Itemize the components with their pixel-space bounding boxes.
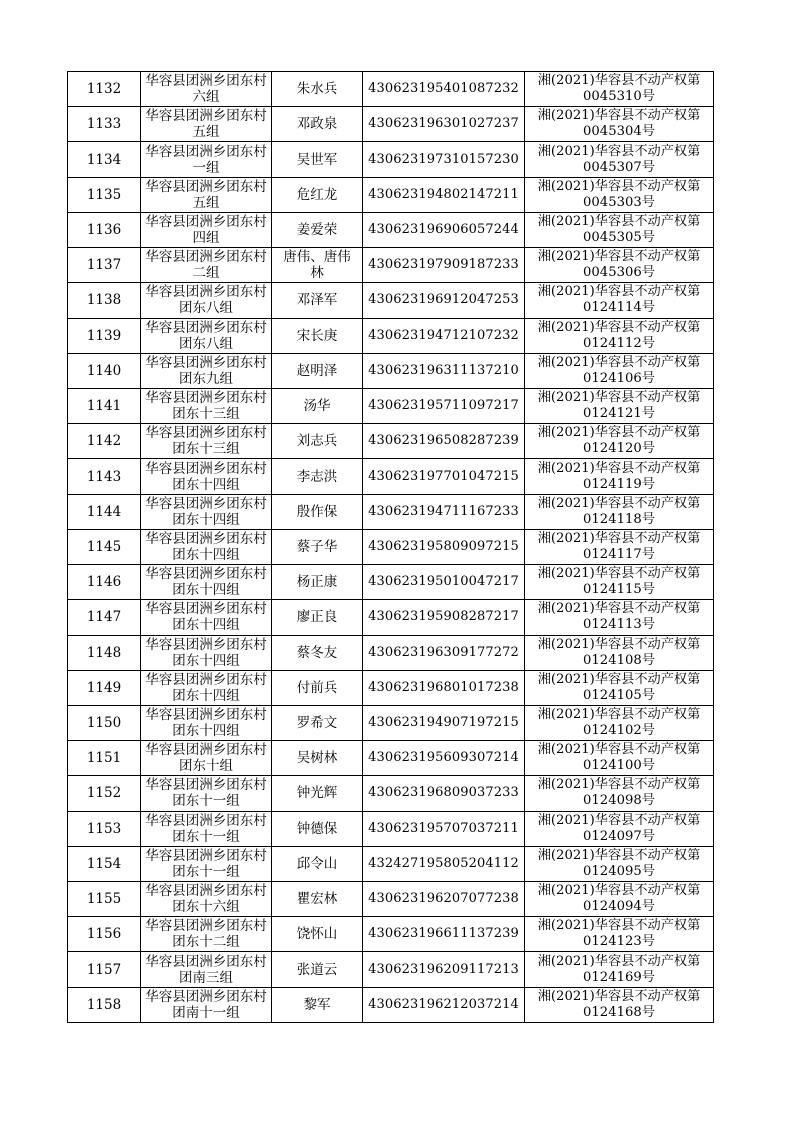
address-cell: 华容县团洲乡团东村团东十四组 <box>141 529 272 564</box>
owner-name-cell: 付前兵 <box>272 670 363 705</box>
address-cell: 华容县团洲乡团东村六组 <box>141 72 272 107</box>
table-row <box>68 635 714 670</box>
certificate-number-cell: 湘(2021)华容县不动产权第0045310号 <box>525 72 714 107</box>
table-row <box>68 529 714 564</box>
owner-name-cell: 吴树林 <box>272 741 363 776</box>
address-cell: 华容县团洲乡团东村团东十组 <box>141 741 272 776</box>
certificate-number-cell: 湘(2021)华容县不动产权第0124117号 <box>525 529 714 564</box>
address-cell: 华容县团洲乡团东村团东十三组 <box>141 388 272 423</box>
id-number-cell: 430623194907197215 <box>363 705 525 740</box>
table-row <box>68 318 714 353</box>
row-number-cell: 1135 <box>68 177 141 212</box>
row-number-cell: 1146 <box>68 565 141 600</box>
certificate-number-cell: 湘(2021)华容县不动产权第0124112号 <box>525 318 714 353</box>
row-number-cell: 1155 <box>68 882 141 917</box>
owner-name-cell: 张道云 <box>272 952 363 987</box>
id-number-cell: 430623196301027237 <box>363 107 525 142</box>
table-row <box>68 353 714 388</box>
row-number-cell: 1150 <box>68 705 141 740</box>
certificate-number-cell: 湘(2021)华容县不动产权第0124115号 <box>525 565 714 600</box>
id-number-cell: 430623194712107232 <box>363 318 525 353</box>
id-number-cell: 430623196912047253 <box>363 283 525 318</box>
address-cell: 华容县团洲乡团东村团东十四组 <box>141 565 272 600</box>
id-number-cell: 430623196801017238 <box>363 670 525 705</box>
row-number-cell: 1137 <box>68 248 141 283</box>
id-number-cell: 430623196207077238 <box>363 882 525 917</box>
owner-name-cell: 刘志兵 <box>272 424 363 459</box>
owner-name-cell: 邓政泉 <box>272 107 363 142</box>
certificate-number-cell: 湘(2021)华容县不动产权第0124119号 <box>525 459 714 494</box>
address-cell: 华容县团洲乡团东村团东八组 <box>141 318 272 353</box>
address-cell: 华容县团洲乡团东村团东十四组 <box>141 600 272 635</box>
certificate-number-cell: 湘(2021)华容县不动产权第0124118号 <box>525 494 714 529</box>
id-number-cell: 430623195711097217 <box>363 388 525 423</box>
row-number-cell: 1149 <box>68 670 141 705</box>
table-row <box>68 459 714 494</box>
certificate-number-cell: 湘(2021)华容县不动产权第0124168号 <box>525 987 714 1022</box>
owner-name-cell: 邓泽军 <box>272 283 363 318</box>
address-cell: 华容县团洲乡团东村团南三组 <box>141 952 272 987</box>
row-number-cell: 1145 <box>68 529 141 564</box>
address-cell: 华容县团洲乡团东村团东十四组 <box>141 670 272 705</box>
id-number-cell: 430623196906057244 <box>363 212 525 247</box>
table-row <box>68 283 714 318</box>
row-number-cell: 1157 <box>68 952 141 987</box>
row-number-cell: 1158 <box>68 987 141 1022</box>
table-row <box>68 882 714 917</box>
id-number-cell: 430623195010047217 <box>363 565 525 600</box>
id-number-cell: 430623196309177272 <box>363 635 525 670</box>
certificate-number-cell: 湘(2021)华容县不动产权第0124105号 <box>525 670 714 705</box>
table-row <box>68 917 714 952</box>
owner-name-cell: 殷作保 <box>272 494 363 529</box>
id-number-cell: 432427195805204112 <box>363 846 525 881</box>
id-number-cell: 430623197310157230 <box>363 142 525 177</box>
address-cell: 华容县团洲乡团东村团东十六组 <box>141 882 272 917</box>
row-number-cell: 1133 <box>68 107 141 142</box>
address-cell: 华容县团洲乡团东村团东十二组 <box>141 917 272 952</box>
certificate-number-cell: 湘(2021)华容县不动产权第0124100号 <box>525 741 714 776</box>
row-number-cell: 1141 <box>68 388 141 423</box>
address-cell: 华容县团洲乡团东村团东十一组 <box>141 811 272 846</box>
table-row <box>68 107 714 142</box>
table-row <box>68 705 714 740</box>
row-number-cell: 1139 <box>68 318 141 353</box>
id-number-cell: 430623196611137239 <box>363 917 525 952</box>
address-cell: 华容县团洲乡团东村团东十一组 <box>141 776 272 811</box>
owner-name-cell: 蔡子华 <box>272 529 363 564</box>
table-row <box>68 776 714 811</box>
table-row <box>68 212 714 247</box>
row-number-cell: 1151 <box>68 741 141 776</box>
table-row <box>68 846 714 881</box>
certificate-number-cell: 湘(2021)华容县不动产权第0045305号 <box>525 212 714 247</box>
row-number-cell: 1140 <box>68 353 141 388</box>
table-row <box>68 741 714 776</box>
table-row <box>68 811 714 846</box>
table-row <box>68 494 714 529</box>
id-number-cell: 430623196212037214 <box>363 987 525 1022</box>
owner-name-cell: 汤华 <box>272 388 363 423</box>
address-cell: 华容县团洲乡团东村五组 <box>141 107 272 142</box>
owner-name-cell: 饶怀山 <box>272 917 363 952</box>
row-number-cell: 1153 <box>68 811 141 846</box>
address-cell: 华容县团洲乡团东村一组 <box>141 142 272 177</box>
id-number-cell: 430623197701047215 <box>363 459 525 494</box>
table-row <box>68 248 714 283</box>
address-cell: 华容县团洲乡团东村团东十三组 <box>141 424 272 459</box>
row-number-cell: 1134 <box>68 142 141 177</box>
row-number-cell: 1144 <box>68 494 141 529</box>
certificate-number-cell: 湘(2021)华容县不动产权第0124097号 <box>525 811 714 846</box>
certificate-number-cell: 湘(2021)华容县不动产权第0124121号 <box>525 388 714 423</box>
row-number-cell: 1148 <box>68 635 141 670</box>
table-row <box>68 952 714 987</box>
id-number-cell: 430623197909187233 <box>363 248 525 283</box>
owner-name-cell: 宋长庚 <box>272 318 363 353</box>
row-number-cell: 1132 <box>68 72 141 107</box>
certificate-number-cell: 湘(2021)华容县不动产权第0124106号 <box>525 353 714 388</box>
address-cell: 华容县团洲乡团东村团东九组 <box>141 353 272 388</box>
table-row <box>68 142 714 177</box>
certificate-number-cell: 湘(2021)华容县不动产权第0124120号 <box>525 424 714 459</box>
table-row <box>68 177 714 212</box>
row-number-cell: 1143 <box>68 459 141 494</box>
id-number-cell: 430623194802147211 <box>363 177 525 212</box>
owner-name-cell: 邱令山 <box>272 846 363 881</box>
id-number-cell: 430623195609307214 <box>363 741 525 776</box>
id-number-cell: 430623196209117213 <box>363 952 525 987</box>
table-row <box>68 424 714 459</box>
table-row <box>68 600 714 635</box>
address-cell: 华容县团洲乡团东村二组 <box>141 248 272 283</box>
id-number-cell: 430623195809097215 <box>363 529 525 564</box>
row-number-cell: 1154 <box>68 846 141 881</box>
address-cell: 华容县团洲乡团东村团南十一组 <box>141 987 272 1022</box>
owner-name-cell: 钟德保 <box>272 811 363 846</box>
owner-name-cell: 廖正良 <box>272 600 363 635</box>
row-number-cell: 1147 <box>68 600 141 635</box>
certificate-number-cell: 湘(2021)华容县不动产权第0045303号 <box>525 177 714 212</box>
certificate-number-cell: 湘(2021)华容县不动产权第0045307号 <box>525 142 714 177</box>
id-number-cell: 430623196809037233 <box>363 776 525 811</box>
owner-name-cell: 蔡冬友 <box>272 635 363 670</box>
owner-name-cell: 吴世军 <box>272 142 363 177</box>
certificate-number-cell: 湘(2021)华容县不动产权第0124098号 <box>525 776 714 811</box>
certificate-number-cell: 湘(2021)华容县不动产权第0124108号 <box>525 635 714 670</box>
address-cell: 华容县团洲乡团东村四组 <box>141 212 272 247</box>
certificate-number-cell: 湘(2021)华容县不动产权第0124113号 <box>525 600 714 635</box>
address-cell: 华容县团洲乡团东村团东十四组 <box>141 635 272 670</box>
owner-name-cell: 朱水兵 <box>272 72 363 107</box>
address-cell: 华容县团洲乡团东村团东十四组 <box>141 705 272 740</box>
owner-name-cell: 赵明泽 <box>272 353 363 388</box>
id-number-cell: 430623196508287239 <box>363 424 525 459</box>
table-row <box>68 72 714 107</box>
owner-name-cell: 唐伟、唐伟林 <box>272 248 363 283</box>
address-cell: 华容县团洲乡团东村五组 <box>141 177 272 212</box>
id-number-cell: 430623195401087232 <box>363 72 525 107</box>
certificate-number-cell: 湘(2021)华容县不动产权第0124102号 <box>525 705 714 740</box>
table-row <box>68 987 714 1022</box>
address-cell: 华容县团洲乡团东村团东十四组 <box>141 459 272 494</box>
certificate-number-cell: 湘(2021)华容县不动产权第0045304号 <box>525 107 714 142</box>
owner-name-cell: 罗希文 <box>272 705 363 740</box>
table-body <box>68 72 714 1023</box>
table-row <box>68 565 714 600</box>
id-number-cell: 430623195908287217 <box>363 600 525 635</box>
owner-name-cell: 瞿宏林 <box>272 882 363 917</box>
address-cell: 华容县团洲乡团东村团东八组 <box>141 283 272 318</box>
owner-name-cell: 杨正康 <box>272 565 363 600</box>
certificate-number-cell: 湘(2021)华容县不动产权第0124114号 <box>525 283 714 318</box>
certificate-number-cell: 湘(2021)华容县不动产权第0124169号 <box>525 952 714 987</box>
property-rights-table <box>67 71 714 1023</box>
certificate-number-cell: 湘(2021)华容县不动产权第0124095号 <box>525 846 714 881</box>
certificate-number-cell: 湘(2021)华容县不动产权第0124123号 <box>525 917 714 952</box>
id-number-cell: 430623195707037211 <box>363 811 525 846</box>
table-row <box>68 670 714 705</box>
row-number-cell: 1138 <box>68 283 141 318</box>
table-row <box>68 388 714 423</box>
row-number-cell: 1156 <box>68 917 141 952</box>
owner-name-cell: 李志洪 <box>272 459 363 494</box>
row-number-cell: 1142 <box>68 424 141 459</box>
id-number-cell: 430623196311137210 <box>363 353 525 388</box>
row-number-cell: 1136 <box>68 212 141 247</box>
owner-name-cell: 黎军 <box>272 987 363 1022</box>
owner-name-cell: 钟光辉 <box>272 776 363 811</box>
id-number-cell: 430623194711167233 <box>363 494 525 529</box>
row-number-cell: 1152 <box>68 776 141 811</box>
certificate-number-cell: 湘(2021)华容县不动产权第0045306号 <box>525 248 714 283</box>
owner-name-cell: 危红龙 <box>272 177 363 212</box>
address-cell: 华容县团洲乡团东村团东十四组 <box>141 494 272 529</box>
address-cell: 华容县团洲乡团东村团东十一组 <box>141 846 272 881</box>
certificate-number-cell: 湘(2021)华容县不动产权第0124094号 <box>525 882 714 917</box>
owner-name-cell: 姜爱荣 <box>272 212 363 247</box>
